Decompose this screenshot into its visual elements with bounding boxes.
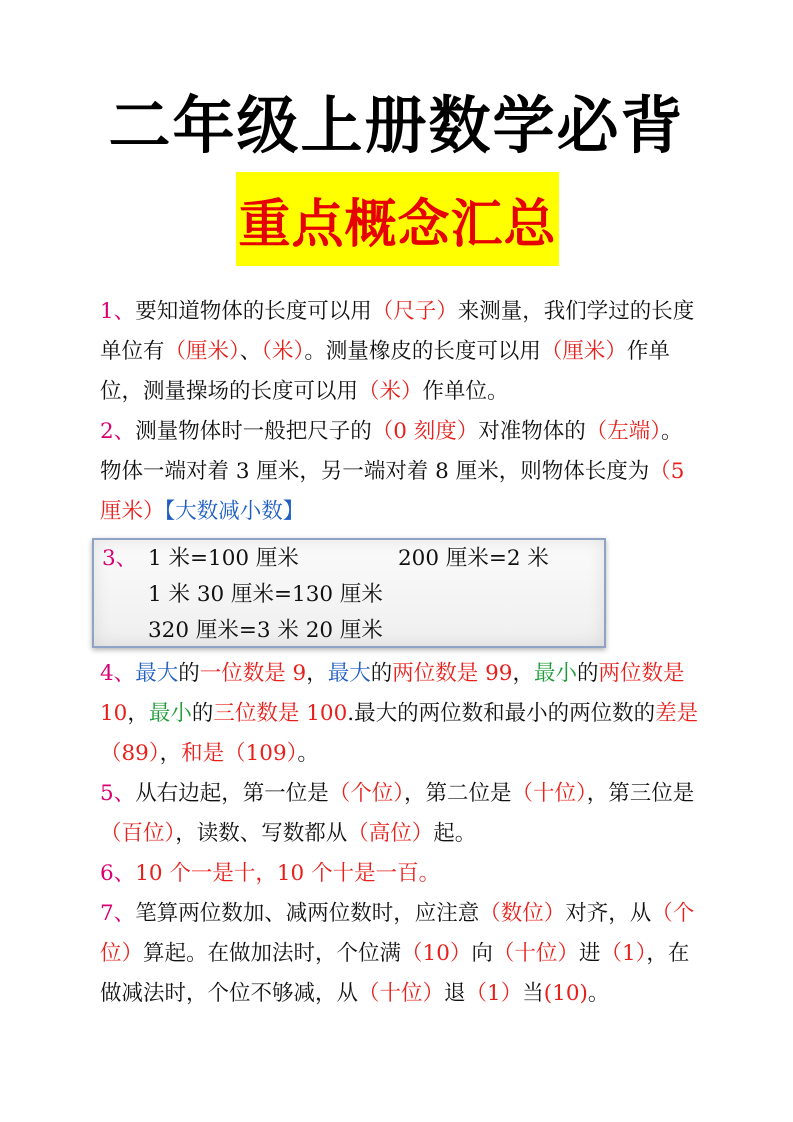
text: 当 <box>522 981 544 1006</box>
text: 来测量，我们学过的长度单位有 <box>100 299 695 364</box>
text: 。 <box>587 981 610 1006</box>
text: 的 <box>178 661 200 686</box>
point-number: 5、 <box>100 781 136 806</box>
point-number: 6、 <box>100 861 136 886</box>
answer: （个位） <box>328 781 404 806</box>
answer: （尺子） <box>371 299 458 324</box>
point-number: 1、 <box>100 299 136 324</box>
answer: 和是（109） <box>181 741 298 766</box>
answer: 三位数是 100 <box>213 701 348 726</box>
text: 从右边起，第一位是 <box>135 781 329 806</box>
answer: （数位） <box>479 901 566 926</box>
answer: 差是（89） <box>100 701 699 766</box>
text: ， <box>306 661 328 686</box>
answer: 一位数是 9 <box>199 661 307 686</box>
text: 。物体一端对着 3 厘米，另一端对着 8 厘米，则物体长度为 <box>100 419 683 484</box>
answer: （十位） <box>511 781 587 806</box>
text: ，读数、写数都从 <box>175 821 348 846</box>
conversion: 200 厘米=2 米 <box>398 546 549 571</box>
text: 。 <box>297 741 319 766</box>
point-4 <box>100 654 700 774</box>
point-number: 2、 <box>100 419 136 444</box>
answer: （个位） <box>100 901 695 966</box>
point-5 <box>100 774 700 854</box>
subtitle: 重点概念汇总 <box>238 194 557 255</box>
text: 进 <box>578 941 601 966</box>
answer: （厘米） <box>164 339 240 364</box>
answer: （1） <box>465 981 523 1006</box>
conversion: 320 厘米=3 米 20 厘米 <box>148 618 383 643</box>
text: 对齐，从 <box>565 901 652 926</box>
page-title: 二年级上册数学必背 <box>108 89 685 162</box>
point-1 <box>100 292 700 412</box>
text: 的 <box>577 661 599 686</box>
text: 作单位。 <box>422 379 509 404</box>
text: 的 <box>370 661 393 686</box>
text: ，第二位是 <box>403 781 512 806</box>
answer: （10） <box>401 941 472 966</box>
text: 算起。在做加法时，个位满 <box>143 941 402 966</box>
text: 测量物体时一般把尺子的 <box>135 419 372 444</box>
conversion: 1 米 30 厘米=130 厘米 <box>148 582 383 607</box>
answer: 两位数是 10 <box>100 661 685 726</box>
point-7 <box>100 894 700 1014</box>
text: 的 <box>191 701 214 726</box>
answer: （5 厘米） <box>100 459 685 524</box>
answer: （十位） <box>358 981 445 1006</box>
answer: 10 个一是十，10 个十是一百。 <box>135 861 441 886</box>
keyword: 最小 <box>534 661 578 686</box>
answer: （1） <box>600 941 647 966</box>
text: .最大的两位数和最小的两位数的 <box>347 701 656 726</box>
unit-conversion-box <box>92 538 606 648</box>
subtitle-banner <box>236 172 559 266</box>
answer: (10) <box>543 981 588 1006</box>
point-2 <box>100 412 700 532</box>
hint: 【大数减小数】 <box>164 499 305 524</box>
text: 笔算两位数加、减两位数时，应注意 <box>135 901 480 926</box>
text: 向 <box>471 941 493 966</box>
answer: （左端） <box>585 419 661 444</box>
answer: （高位） <box>347 821 434 846</box>
answer: （米） <box>261 339 305 364</box>
keyword: 最大 <box>135 661 179 686</box>
text: ，在做减法时，个位不够减，从 <box>100 941 690 1006</box>
text: ，第三位是 <box>586 781 695 806</box>
point-number: 7、 <box>100 901 136 926</box>
text: ， <box>512 661 534 686</box>
answer: （十位） <box>492 941 579 966</box>
answer: （0 刻度） <box>371 419 479 444</box>
keyword: 最大 <box>327 661 371 686</box>
answer: （厘米） <box>540 339 627 364</box>
text: 。测量橡皮的长度可以用 <box>304 339 541 364</box>
keyword: 最小 <box>148 701 192 726</box>
point-6 <box>100 854 700 894</box>
text: 要知道物体的长度可以用 <box>135 299 372 324</box>
answer: （百位） <box>100 821 176 846</box>
text: 退 <box>444 981 466 1006</box>
answer: （米） <box>358 379 423 404</box>
text: ， <box>159 741 182 766</box>
point-number: 4、 <box>100 661 136 686</box>
conversion: 1 米=100 厘米 <box>148 546 299 571</box>
text: 作单位，测量操场的长度可以用 <box>100 339 670 404</box>
text: 起。 <box>433 821 477 846</box>
answer: 两位数是 99 <box>392 661 513 686</box>
content <box>100 292 700 1014</box>
point-number: 3、 <box>102 546 138 571</box>
text: 、 <box>239 339 262 364</box>
text: ， <box>127 701 149 726</box>
text: 对准物体的 <box>478 419 586 444</box>
